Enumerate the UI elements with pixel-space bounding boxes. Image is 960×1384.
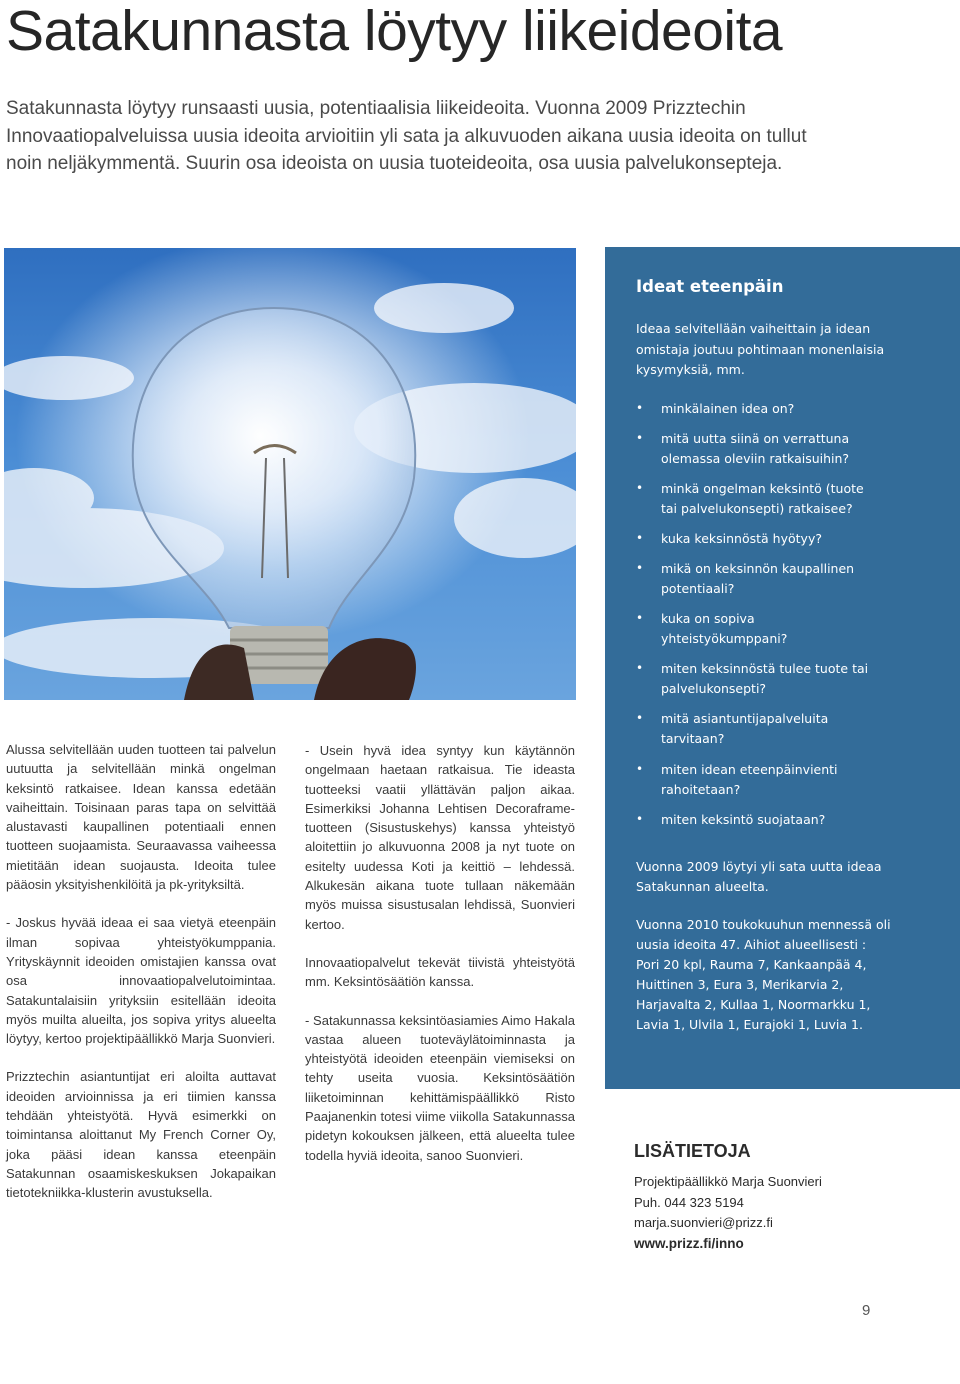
sidebar-heading: Ideat eteenpäin	[636, 277, 784, 296]
contact-email[interactable]: marja.suonvieri@prizz.fi	[634, 1215, 773, 1230]
bullet-icon: •	[636, 431, 644, 445]
question-item: • mitä uutta siinä on verrattuna olemassa oleviin ratkaisuihin?	[636, 431, 850, 466]
question-item: • mikä on keksinnön kaupallinen potentiaali?	[636, 561, 855, 596]
bullet-icon: •	[636, 401, 644, 415]
body-paragraph: - Joskus hyvää ideaa ei saa vietyä eteenpäin ilman sopivaa yhteistyökumppania. Yrityskäynnit ideoiden omistajien kanssa ovat osa innovaatiopalvelutoimintaa. Satakuntalaisiin yrityksiin esitellään ideoita myös muilta alueilta, jos sopiva yritys alueelta löytyy, kertoo projektipäällikkö Marja Suonvieri.	[6, 915, 276, 1047]
info-heading: LISÄTIETOJA	[634, 1141, 751, 1161]
lead-paragraph: Satakunnasta löytyy runsaasti uusia, potentiaalisia liikeideoita. Vuonna 2009 Prizztechin Innovaatiopalveluissa uusia ideoita arvioitiin yli sata ja alkuvuoden aikana uusia ideoita on tullut noin neljäkymmentä. Suurin osa ideoista on uusia tuoteideoita, osa uusia palvelukonsepteja.	[6, 98, 807, 174]
middle-text-column	[305, 741, 575, 1184]
question-item: • miten idean eteenpäinvienti rahoitetaan?	[636, 762, 838, 797]
body-paragraph: Alussa selvitellään uuden tuotteen tai palvelun uutuutta ja selvitellään minkä ongelman keksintö ratkaisee. Idean kanssa edetään vaiheittain. Toisinaan paras tapa on selvittää alustavasti kaupallinen potentiaali ennen tuotteen suojaamista. Seuraavassa vaiheessa mietitään idean suojausta. Ideoita tulee pääosin yksityishenkilöitä ja pk-yrityksiltä.	[6, 742, 276, 893]
contact-phone: Puh. 044 323 5194	[634, 1194, 744, 1210]
page-number: 9	[862, 1302, 871, 1319]
bullet-icon: •	[636, 661, 644, 675]
sidebar-intro: Ideaa selvitellään vaiheittain ja idean omistaja joutuu pohtimaan monenlaisia kysymyksiä, mm.	[636, 321, 885, 377]
question-item: • minkälainen idea on?	[636, 399, 876, 419]
question-item: • minkä ongelman keksintö (tuote tai palvelukonsepti) ratkaisee?	[636, 481, 864, 516]
body-paragraph: - Usein hyvä idea syntyy kun käytännön ongelmaan haetaan ratkaisua. Tie ideasta tuotteeksi vaatii yllättävän paljon aikaa. Esimerkiksi Johanna Lehtisen Decoraframe-tuotteen (Sisustuskehys) kanssa yhteistyö aloitettiin jo alkuvuonna 2008 ja nyt tuote on esitelty uudessa Koti ja keittiö – lehdessä. Alkukesän aikana tuote tullaan näkemään myös muissa sisustusalan lehdissä, Suonvieri kertoo.	[305, 743, 575, 932]
bullet-icon: •	[636, 812, 644, 826]
bullet-icon: •	[636, 531, 644, 545]
bullet-icon: •	[636, 481, 644, 495]
bullet-icon: •	[636, 561, 644, 575]
contact-role: Projektipäällikkö Marja Suonvieri	[634, 1174, 822, 1189]
bullet-icon: •	[636, 711, 644, 725]
body-paragraph: - Satakunnassa keksintöasiamies Aimo Hakala vastaa alueen tuoteväylätoiminnasta ja yhteistyötä ideoiden eteenpäin viemiseksi on tehty useita vuosia. Keksintösäätiön liiketoiminnan kehittämispäällikkö Risto Paajanenkin totesi viime viikolla Satakunnassa pidetyn kokouksen jälkeen, että alueelta tulee todella hyviä ideoita, sanoo Suonvieri.	[305, 1012, 575, 1163]
light-bulb-photo	[4, 248, 576, 700]
bullet-icon: •	[636, 762, 644, 776]
question-item: • kuka keksinnöstä hyötyy?	[636, 529, 876, 549]
body-paragraph: Prizztechin asiantuntijat eri aloilta auttavat ideoiden arvioinnissa ja eri tiimien kanssa tehdään yhteistyötä. Hyvä esimerkki on toimintansa aloittanut My French Corner Oy, joka pääsi idean kanssa eteenpäin Satakunnan osaamiskeskuksen Jokapaikan tietotekniikka-klusterin avustuksella.	[6, 1069, 276, 1201]
bullet-icon: •	[636, 611, 644, 625]
website-link[interactable]: www.prizz.fi/inno	[634, 1235, 744, 1251]
question-item: • kuka on sopiva yhteistyökumppani?	[636, 611, 788, 646]
contact-info	[634, 1172, 822, 1254]
page-title: Satakunnasta löytyy liikeideoita	[6, 0, 783, 63]
left-text-column	[6, 740, 276, 1222]
question-item: • mitä asiantuntijapalveluita tarvitaan?	[636, 711, 829, 746]
ideas-sidebar	[605, 247, 960, 1089]
question-item: • miten keksinnöstä tulee tuote tai palvelukonsepti?	[636, 661, 869, 696]
question-item: • miten keksintö suojataan?	[636, 810, 876, 830]
body-paragraph: Innovaatiopalvelut tekevät tiivistä yhteistyötä mm. Keksintösäätiön kanssa.	[305, 954, 575, 990]
sidebar-note-2009: Vuonna 2009 löytyi yli sata uutta ideaa Satakunnan alueelta.	[636, 859, 882, 894]
sidebar-note-2010: Vuonna 2010 toukokuuhun mennessä oli uusia ideoita 47. Aihiot alueellisesti : Pori 20 kpl, Rauma 7, Kankaanpää 4, Huittinen 3, Eura 3, Merikarvia 2, Harjavalta 2, Kullaa 1, Noormarkku 1, Lavia 1, Ulvila 1, Eurajoki 1, Luvia 1.	[636, 917, 891, 1032]
